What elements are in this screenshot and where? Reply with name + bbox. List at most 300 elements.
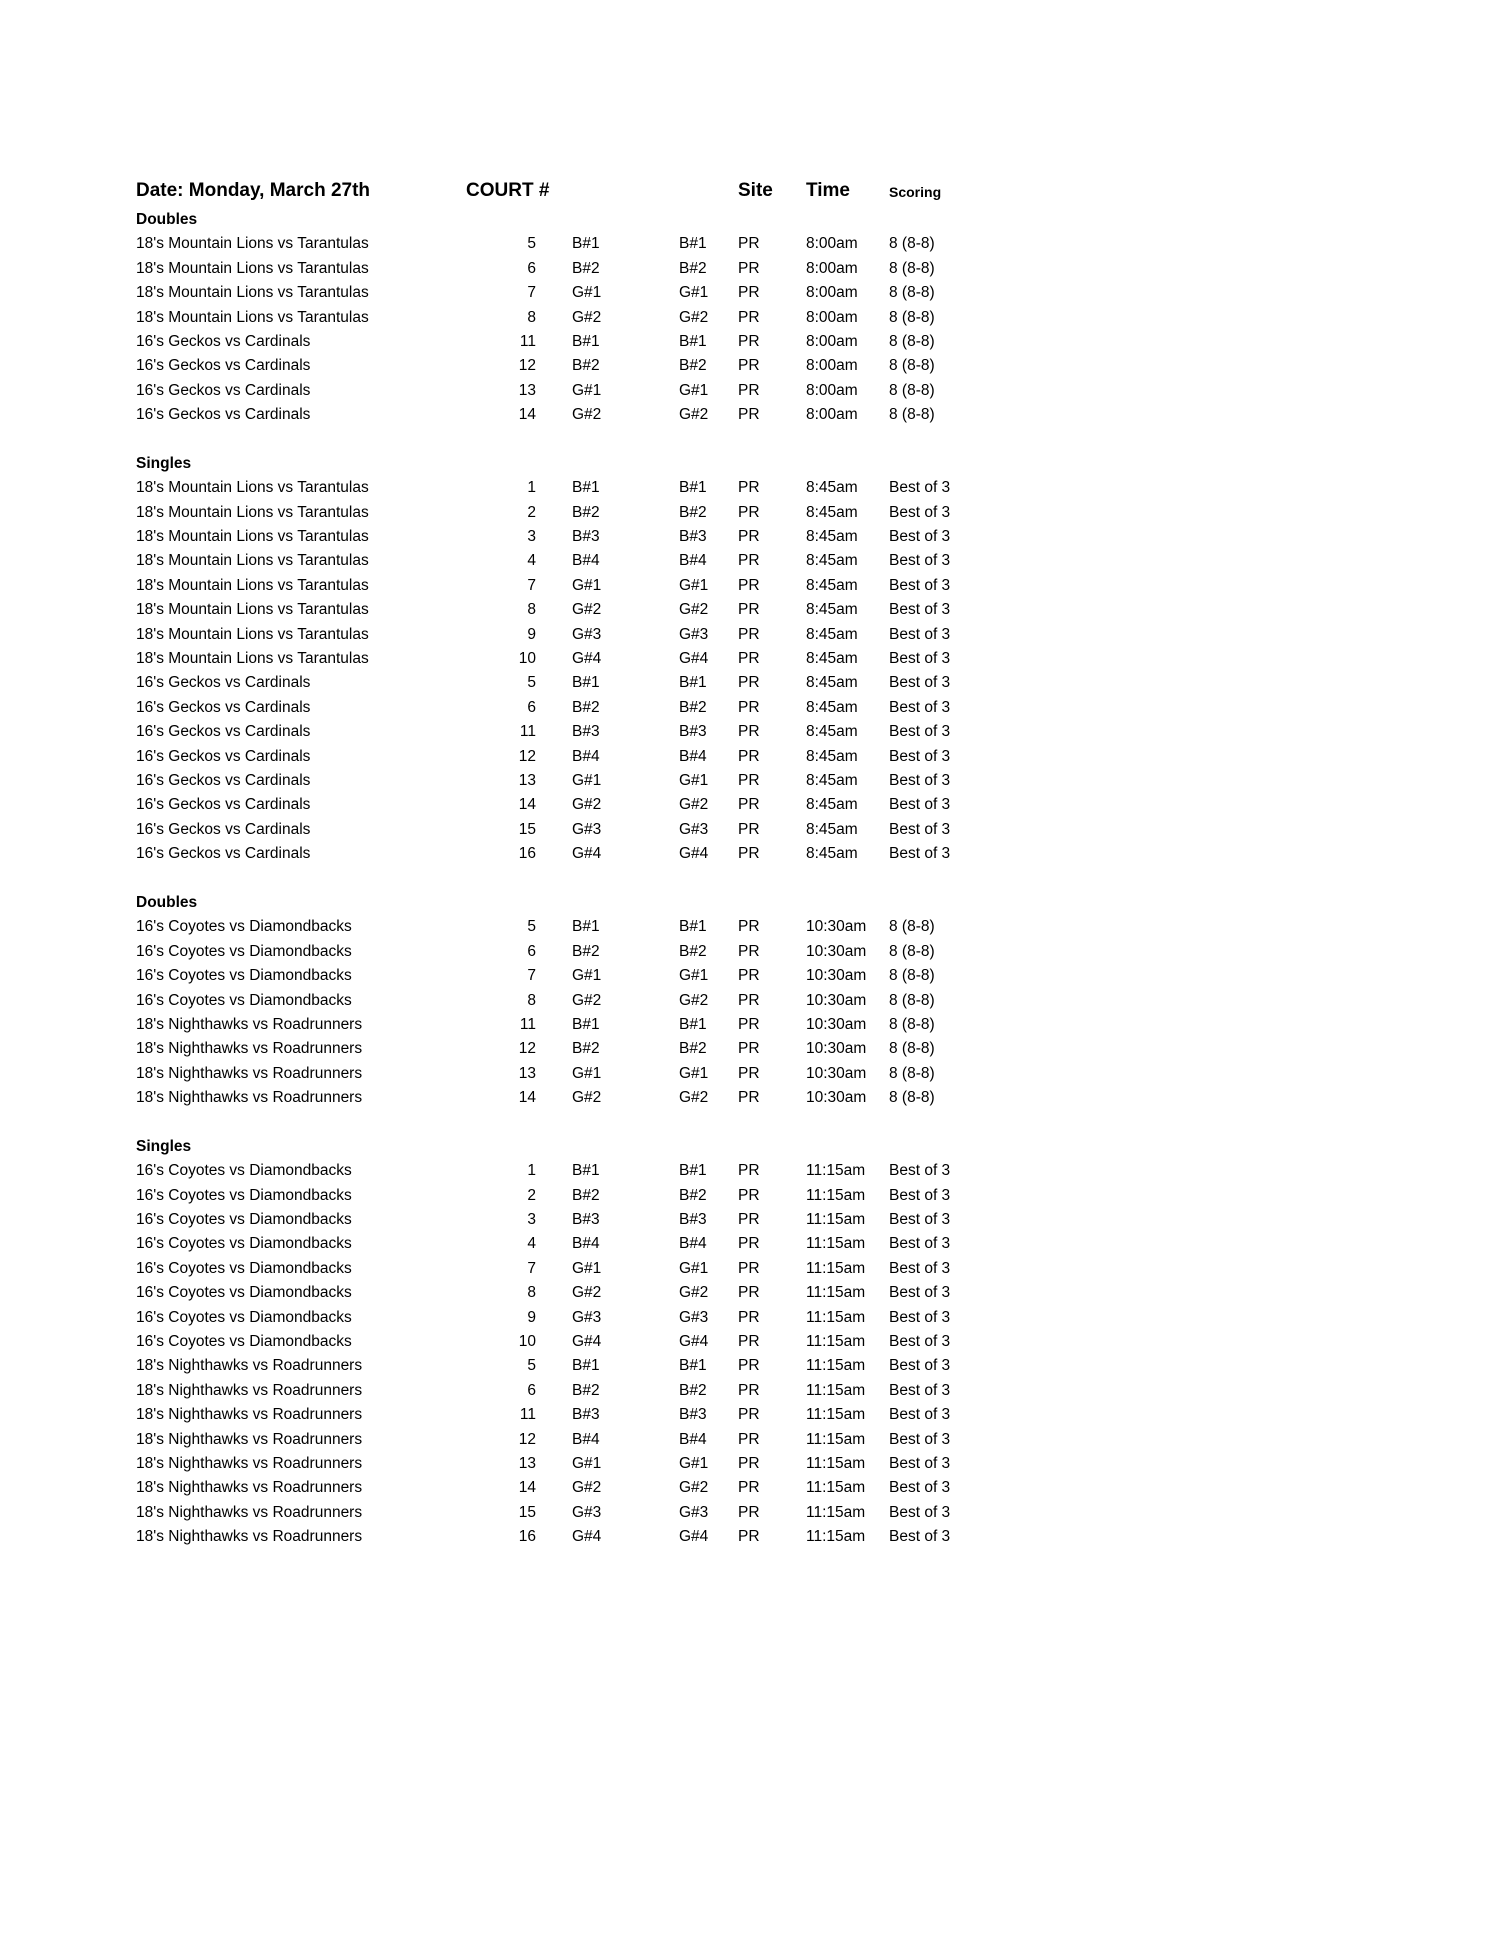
start-time: 8:45am xyxy=(806,650,858,668)
court-number: 11 xyxy=(519,1406,536,1424)
player-position-away: B#3 xyxy=(679,723,707,741)
start-time: 11:15am xyxy=(806,1211,866,1229)
player-position-home: B#1 xyxy=(572,1162,600,1180)
scoring-format: Best of 3 xyxy=(889,552,951,570)
site-code: PR xyxy=(738,650,760,668)
site-code: PR xyxy=(738,235,760,253)
site-code: PR xyxy=(738,1528,760,1546)
player-position-away: G#1 xyxy=(679,1259,709,1277)
player-position-away: G#2 xyxy=(679,601,709,619)
table-row xyxy=(136,1379,996,1403)
court-number: 5 xyxy=(527,235,536,253)
match-name: 16's Geckos vs Cardinals xyxy=(136,820,311,838)
player-position-home: G#1 xyxy=(572,1259,602,1277)
player-position-home: B#2 xyxy=(572,1186,600,1204)
player-position-away: B#4 xyxy=(679,1235,707,1253)
player-position-away: B#2 xyxy=(679,259,707,277)
court-number: 6 xyxy=(527,698,536,716)
court-number: 11 xyxy=(519,1015,536,1033)
start-time: 8:45am xyxy=(806,698,858,716)
table-row xyxy=(136,696,996,720)
match-name: 18's Nighthawks vs Roadrunners xyxy=(136,1430,363,1448)
player-position-home: B#4 xyxy=(572,552,600,570)
match-name: 18's Mountain Lions vs Tarantulas xyxy=(136,650,369,668)
site-code: PR xyxy=(738,991,760,1009)
court-number: 13 xyxy=(518,1454,536,1472)
court-number: 7 xyxy=(527,1259,536,1277)
table-row xyxy=(136,964,996,988)
court-number: 12 xyxy=(518,747,536,765)
table-row xyxy=(136,281,996,305)
table-row xyxy=(136,549,996,573)
scoring-format: Best of 3 xyxy=(889,1284,951,1302)
table-row xyxy=(136,525,996,549)
site-code: PR xyxy=(738,552,760,570)
player-position-away: G#2 xyxy=(679,991,709,1009)
section-title: Singles xyxy=(136,454,192,472)
player-position-away: B#2 xyxy=(679,1186,707,1204)
player-position-away: B#2 xyxy=(679,1381,707,1399)
scoring-format: Best of 3 xyxy=(889,601,951,619)
player-position-away: G#1 xyxy=(679,576,709,594)
court-number: 6 xyxy=(527,942,536,960)
match-name: 18's Mountain Lions vs Tarantulas xyxy=(136,235,369,253)
player-position-away: B#4 xyxy=(679,747,707,765)
match-name: 16's Geckos vs Cardinals xyxy=(136,747,311,765)
table-row xyxy=(136,1306,996,1330)
player-position-home: B#2 xyxy=(572,1381,600,1399)
match-name: 16's Geckos vs Cardinals xyxy=(136,698,311,716)
site-code: PR xyxy=(738,357,760,375)
court-number: 12 xyxy=(518,357,536,375)
player-position-away: B#1 xyxy=(679,1357,707,1375)
scoring-format: 8 (8-8) xyxy=(889,357,935,375)
court-number: 3 xyxy=(527,1211,536,1229)
match-name: 18's Mountain Lions vs Tarantulas xyxy=(136,503,369,521)
court-number: 6 xyxy=(527,259,536,277)
court-number: 7 xyxy=(527,967,536,985)
court-number: 9 xyxy=(527,625,536,643)
site-code: PR xyxy=(738,479,760,497)
court-number: 16 xyxy=(518,1528,536,1546)
court-number: 16 xyxy=(518,845,536,863)
player-position-home: G#1 xyxy=(572,1064,602,1082)
player-position-home: G#2 xyxy=(572,308,602,326)
site-code: PR xyxy=(738,942,760,960)
player-position-home: G#3 xyxy=(572,1503,602,1521)
player-position-home: B#2 xyxy=(572,942,600,960)
site-code: PR xyxy=(738,332,760,350)
match-name: 16's Coyotes vs Diamondbacks xyxy=(136,1284,352,1302)
match-name: 16's Geckos vs Cardinals xyxy=(136,332,311,350)
court-number: 12 xyxy=(518,1040,536,1058)
court-number: 5 xyxy=(527,674,536,692)
table-row xyxy=(136,671,996,695)
site-code: PR xyxy=(738,771,760,789)
player-position-home: B#1 xyxy=(572,235,600,253)
table-row xyxy=(136,476,996,500)
table-row xyxy=(136,793,996,817)
player-position-away: B#1 xyxy=(679,235,707,253)
section-spacer xyxy=(136,428,996,452)
scoring-format: Best of 3 xyxy=(889,528,951,546)
scoring-format: 8 (8-8) xyxy=(889,1089,935,1107)
site-code: PR xyxy=(738,1503,760,1521)
match-name: 18's Mountain Lions vs Tarantulas xyxy=(136,625,369,643)
match-name: 18's Nighthawks vs Roadrunners xyxy=(136,1479,363,1497)
match-name: 18's Mountain Lions vs Tarantulas xyxy=(136,601,369,619)
player-position-away: G#1 xyxy=(679,771,709,789)
section-title: Doubles xyxy=(136,893,198,911)
start-time: 10:30am xyxy=(806,942,867,960)
scoring-format: 8 (8-8) xyxy=(889,235,935,253)
scoring-format: Best of 3 xyxy=(889,1503,951,1521)
start-time: 8:45am xyxy=(806,479,858,497)
player-position-home: B#1 xyxy=(572,479,600,497)
player-position-away: G#4 xyxy=(679,845,709,863)
start-time: 11:15am xyxy=(806,1308,866,1326)
player-position-home: G#2 xyxy=(572,406,602,424)
scoring-format: 8 (8-8) xyxy=(889,942,935,960)
match-name: 16's Coyotes vs Diamondbacks xyxy=(136,1235,352,1253)
match-name: 16's Geckos vs Cardinals xyxy=(136,674,311,692)
match-name: 18's Mountain Lions vs Tarantulas xyxy=(136,284,369,302)
start-time: 8:00am xyxy=(806,308,858,326)
scoring-format: 8 (8-8) xyxy=(889,918,935,936)
site-code: PR xyxy=(738,1064,760,1082)
site-code: PR xyxy=(738,723,760,741)
table-row xyxy=(136,574,996,598)
site-code: PR xyxy=(738,1211,760,1229)
player-position-away: G#2 xyxy=(679,1479,709,1497)
site-code: PR xyxy=(738,1381,760,1399)
start-time: 8:45am xyxy=(806,625,858,643)
match-name: 16's Coyotes vs Diamondbacks xyxy=(136,1332,352,1350)
section-spacer xyxy=(136,1110,996,1134)
schedule-sheet xyxy=(136,178,996,1549)
player-position-home: B#2 xyxy=(572,1040,600,1058)
player-position-away: B#1 xyxy=(679,479,707,497)
player-position-away: G#3 xyxy=(679,625,709,643)
player-position-home: B#2 xyxy=(572,503,600,521)
match-name: 16's Coyotes vs Diamondbacks xyxy=(136,942,352,960)
site-code: PR xyxy=(738,1235,760,1253)
start-time: 10:30am xyxy=(806,918,867,936)
start-time: 8:45am xyxy=(806,528,858,546)
scoring-format: Best of 3 xyxy=(889,1308,951,1326)
table-row xyxy=(136,354,996,378)
site-code: PR xyxy=(738,1479,760,1497)
court-number: 10 xyxy=(518,650,536,668)
table-row xyxy=(136,647,996,671)
site-code: PR xyxy=(738,625,760,643)
start-time: 11:15am xyxy=(806,1503,866,1521)
court-number: 3 xyxy=(527,528,536,546)
table-row xyxy=(136,598,996,622)
schedule-sections xyxy=(136,208,996,1549)
match-name: 16's Geckos vs Cardinals xyxy=(136,406,311,424)
player-position-away: G#3 xyxy=(679,1503,709,1521)
table-row xyxy=(136,1354,996,1378)
court-number: 1 xyxy=(527,479,536,497)
player-position-away: G#4 xyxy=(679,1332,709,1350)
scoring-format: Best of 3 xyxy=(889,747,951,765)
site-code: PR xyxy=(738,1259,760,1277)
court-number: 10 xyxy=(518,1332,536,1350)
table-row xyxy=(136,501,996,525)
table-row xyxy=(136,330,996,354)
court-number: 4 xyxy=(527,1235,536,1253)
player-position-away: B#4 xyxy=(679,552,707,570)
table-row xyxy=(136,842,996,866)
match-name: 18's Nighthawks vs Roadrunners xyxy=(136,1454,363,1472)
site-column-header: Site xyxy=(738,180,773,201)
match-name: 16's Coyotes vs Diamondbacks xyxy=(136,918,352,936)
start-time: 11:15am xyxy=(806,1332,866,1350)
table-row xyxy=(136,1159,996,1183)
court-number: 11 xyxy=(519,723,536,741)
start-time: 11:15am xyxy=(806,1162,866,1180)
court-number: 15 xyxy=(518,1503,536,1521)
start-time: 11:15am xyxy=(806,1186,866,1204)
player-position-home: G#4 xyxy=(572,1528,602,1546)
start-time: 8:45am xyxy=(806,723,858,741)
player-position-home: B#3 xyxy=(572,1406,600,1424)
player-position-away: G#4 xyxy=(679,650,709,668)
table-row xyxy=(136,720,996,744)
scoring-format: Best of 3 xyxy=(889,625,951,643)
scoring-format: Best of 3 xyxy=(889,1259,951,1277)
match-name: 18's Mountain Lions vs Tarantulas xyxy=(136,479,369,497)
site-code: PR xyxy=(738,1015,760,1033)
scoring-format: Best of 3 xyxy=(889,1479,951,1497)
table-row xyxy=(136,1452,996,1476)
match-name: 18's Mountain Lions vs Tarantulas xyxy=(136,308,369,326)
scoring-format: Best of 3 xyxy=(889,796,951,814)
player-position-home: G#4 xyxy=(572,650,602,668)
site-code: PR xyxy=(738,698,760,716)
date-heading: Date: Monday, March 27th xyxy=(136,180,371,201)
table-row xyxy=(136,1208,996,1232)
court-number: 5 xyxy=(527,918,536,936)
court-number: 14 xyxy=(518,1479,536,1497)
start-time: 8:45am xyxy=(806,845,858,863)
site-code: PR xyxy=(738,1430,760,1448)
site-code: PR xyxy=(738,967,760,985)
scoring-format: Best of 3 xyxy=(889,1528,951,1546)
site-code: PR xyxy=(738,1332,760,1350)
player-position-away: G#1 xyxy=(679,1064,709,1082)
match-name: 16's Coyotes vs Diamondbacks xyxy=(136,1259,352,1277)
table-row xyxy=(136,1330,996,1354)
site-code: PR xyxy=(738,284,760,302)
schedule-section xyxy=(136,208,996,428)
match-name: 16's Coyotes vs Diamondbacks xyxy=(136,1308,352,1326)
scoring-format: Best of 3 xyxy=(889,1211,951,1229)
match-name: 18's Nighthawks vs Roadrunners xyxy=(136,1089,363,1107)
match-name: 18's Mountain Lions vs Tarantulas xyxy=(136,259,369,277)
section-spacer xyxy=(136,867,996,891)
table-row xyxy=(136,257,996,281)
table-row xyxy=(136,1525,996,1549)
start-time: 11:15am xyxy=(806,1259,866,1277)
table-row xyxy=(136,1232,996,1256)
scoring-format: Best of 3 xyxy=(889,1454,951,1472)
start-time: 8:00am xyxy=(806,259,858,277)
player-position-away: G#4 xyxy=(679,1528,709,1546)
start-time: 8:45am xyxy=(806,576,858,594)
scoring-format: Best of 3 xyxy=(889,1430,951,1448)
player-position-home: G#3 xyxy=(572,820,602,838)
start-time: 10:30am xyxy=(806,991,867,1009)
player-position-home: G#4 xyxy=(572,1332,602,1350)
player-position-away: G#3 xyxy=(679,820,709,838)
court-number: 7 xyxy=(527,576,536,594)
match-name: 18's Mountain Lions vs Tarantulas xyxy=(136,552,369,570)
site-code: PR xyxy=(738,381,760,399)
match-name: 16's Coyotes vs Diamondbacks xyxy=(136,967,352,985)
start-time: 8:45am xyxy=(806,747,858,765)
site-code: PR xyxy=(738,308,760,326)
table-row xyxy=(136,818,996,842)
table-row xyxy=(136,1476,996,1500)
scoring-format: Best of 3 xyxy=(889,845,951,863)
scoring-format: Best of 3 xyxy=(889,1332,951,1350)
player-position-home: G#2 xyxy=(572,601,602,619)
scoring-format: 8 (8-8) xyxy=(889,1015,935,1033)
start-time: 8:00am xyxy=(806,235,858,253)
player-position-home: G#1 xyxy=(572,381,602,399)
player-position-home: B#4 xyxy=(572,1235,600,1253)
table-row xyxy=(136,1428,996,1452)
scoring-format: Best of 3 xyxy=(889,1162,951,1180)
court-number: 7 xyxy=(527,284,536,302)
court-number: 12 xyxy=(518,1430,536,1448)
start-time: 11:15am xyxy=(806,1430,866,1448)
start-time: 8:45am xyxy=(806,503,858,521)
table-row xyxy=(136,623,996,647)
court-number: 1 xyxy=(527,1162,536,1180)
player-position-home: G#3 xyxy=(572,625,602,643)
court-number: 13 xyxy=(518,771,536,789)
match-name: 18's Mountain Lions vs Tarantulas xyxy=(136,528,369,546)
player-position-home: B#2 xyxy=(572,259,600,277)
start-time: 8:45am xyxy=(806,674,858,692)
start-time: 11:15am xyxy=(806,1406,866,1424)
site-code: PR xyxy=(738,1308,760,1326)
start-time: 11:15am xyxy=(806,1528,866,1546)
start-time: 11:15am xyxy=(806,1381,866,1399)
start-time: 8:00am xyxy=(806,357,858,375)
scoring-column-header: Scoring xyxy=(889,184,942,200)
scoring-format: 8 (8-8) xyxy=(889,259,935,277)
site-code: PR xyxy=(738,1284,760,1302)
site-code: PR xyxy=(738,918,760,936)
player-position-away: B#2 xyxy=(679,942,707,960)
player-position-away: B#1 xyxy=(679,1015,707,1033)
start-time: 8:00am xyxy=(806,332,858,350)
start-time: 11:15am xyxy=(806,1479,866,1497)
match-name: 16's Geckos vs Cardinals xyxy=(136,771,311,789)
site-code: PR xyxy=(738,674,760,692)
player-position-away: B#2 xyxy=(679,698,707,716)
site-code: PR xyxy=(738,259,760,277)
start-time: 8:00am xyxy=(806,406,858,424)
player-position-away: B#2 xyxy=(679,1040,707,1058)
player-position-home: B#1 xyxy=(572,918,600,936)
schedule-header xyxy=(136,178,996,208)
start-time: 11:15am xyxy=(806,1284,866,1302)
player-position-away: G#1 xyxy=(679,967,709,985)
match-name: 18's Nighthawks vs Roadrunners xyxy=(136,1503,363,1521)
start-time: 8:45am xyxy=(806,552,858,570)
schedule-section xyxy=(136,1135,996,1550)
scoring-format: 8 (8-8) xyxy=(889,1040,935,1058)
match-name: 16's Geckos vs Cardinals xyxy=(136,723,311,741)
scoring-format: Best of 3 xyxy=(889,576,951,594)
site-code: PR xyxy=(738,1406,760,1424)
start-time: 8:45am xyxy=(806,796,858,814)
player-position-away: B#2 xyxy=(679,503,707,521)
match-name: 18's Nighthawks vs Roadrunners xyxy=(136,1064,363,1082)
start-time: 11:15am xyxy=(806,1235,866,1253)
player-position-home: B#1 xyxy=(572,674,600,692)
table-row xyxy=(136,1037,996,1061)
player-position-home: G#2 xyxy=(572,991,602,1009)
match-name: 18's Nighthawks vs Roadrunners xyxy=(136,1381,363,1399)
site-code: PR xyxy=(738,845,760,863)
site-code: PR xyxy=(738,796,760,814)
table-row xyxy=(136,1257,996,1281)
scoring-format: 8 (8-8) xyxy=(889,406,935,424)
scoring-format: Best of 3 xyxy=(889,650,951,668)
player-position-away: B#3 xyxy=(679,1406,707,1424)
match-name: 18's Mountain Lions vs Tarantulas xyxy=(136,576,369,594)
player-position-home: G#1 xyxy=(572,576,602,594)
match-name: 16's Geckos vs Cardinals xyxy=(136,357,311,375)
site-code: PR xyxy=(738,1357,760,1375)
player-position-home: G#1 xyxy=(572,1454,602,1472)
court-number: 2 xyxy=(527,1186,536,1204)
player-position-away: B#1 xyxy=(679,1162,707,1180)
site-code: PR xyxy=(738,820,760,838)
player-position-away: B#3 xyxy=(679,528,707,546)
player-position-away: G#2 xyxy=(679,406,709,424)
site-code: PR xyxy=(738,1089,760,1107)
schedule-section xyxy=(136,452,996,867)
site-code: PR xyxy=(738,1162,760,1180)
scoring-format: 8 (8-8) xyxy=(889,308,935,326)
site-code: PR xyxy=(738,528,760,546)
player-position-away: G#1 xyxy=(679,1454,709,1472)
match-name: 16's Geckos vs Cardinals xyxy=(136,845,311,863)
scoring-format: Best of 3 xyxy=(889,698,951,716)
start-time: 8:45am xyxy=(806,771,858,789)
match-name: 16's Geckos vs Cardinals xyxy=(136,796,311,814)
table-row xyxy=(136,1086,996,1110)
section-title: Singles xyxy=(136,1137,192,1155)
table-row xyxy=(136,403,996,427)
match-name: 18's Nighthawks vs Roadrunners xyxy=(136,1357,363,1375)
match-name: 16's Coyotes vs Diamondbacks xyxy=(136,1186,352,1204)
scoring-format: Best of 3 xyxy=(889,1186,951,1204)
player-position-home: G#1 xyxy=(572,771,602,789)
scoring-format: Best of 3 xyxy=(889,1357,951,1375)
court-number: 14 xyxy=(518,796,536,814)
player-position-home: B#3 xyxy=(572,723,600,741)
table-row xyxy=(136,1403,996,1427)
table-row xyxy=(136,989,996,1013)
